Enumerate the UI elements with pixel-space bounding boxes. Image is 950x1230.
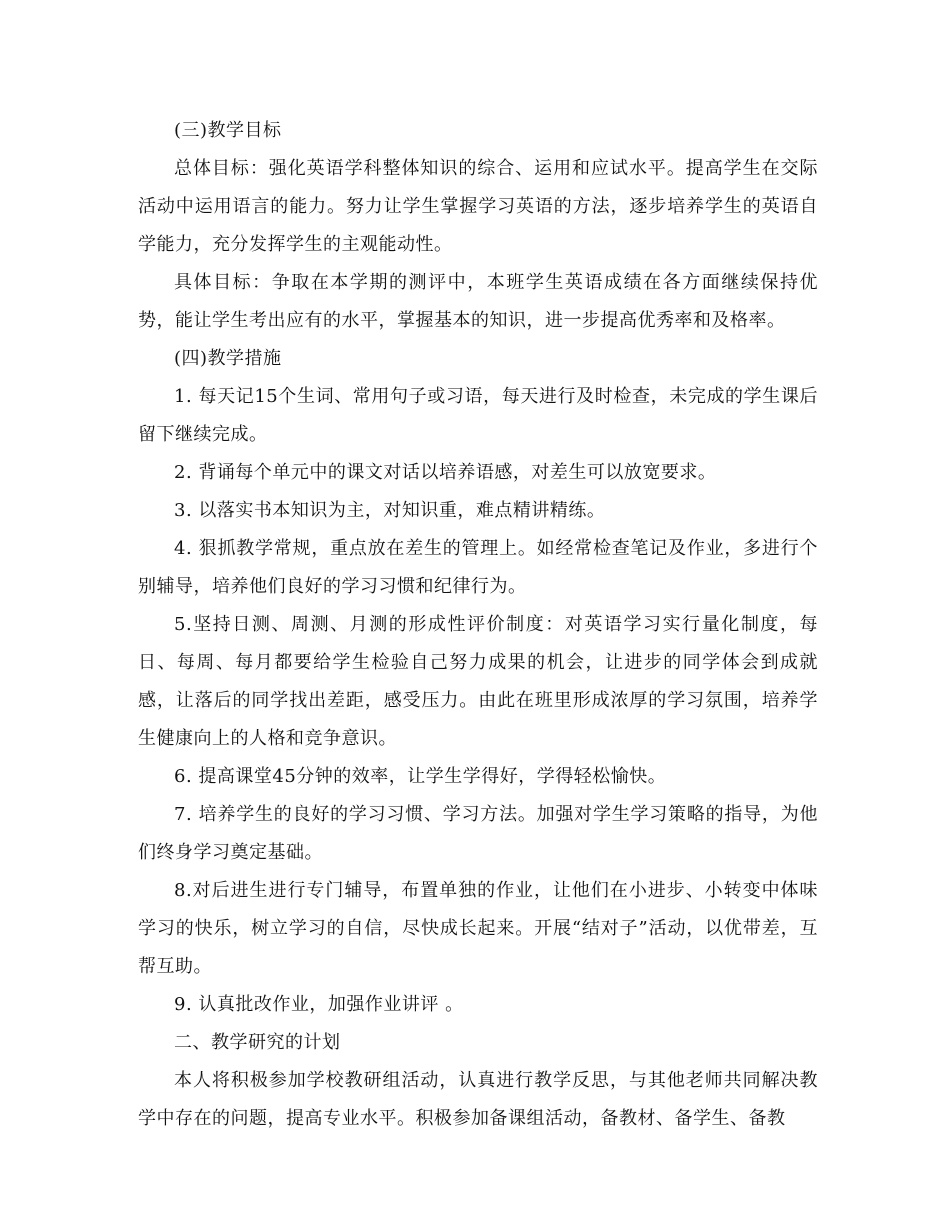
heading-teaching-goals: (三)教学目标: [174, 120, 282, 141]
measure-item-8: 8.对后进生进行专门辅导，布置单独的作业，让他们在小进步、小转变中体味学习的快乐，树立学习的自信，尽快成长起来。开展“结对子”活动，以优带差，互帮互助。: [138, 880, 818, 977]
measure-item-9: 9. 认真批改作业，加强作业讲评 。: [174, 994, 464, 1015]
measure-item-1: 1. 每天记15个生词、常用句子或习语，每天进行及时检查，未完成的学生课后留下继续完成。: [138, 386, 818, 445]
heading-research-plan: 二、教学研究的计划: [174, 1032, 341, 1053]
document-page: [138, 112, 818, 1138]
paragraph-specific-goal: 具体目标：争取在本学期的测评中，本班学生英语成绩在各方面继续保持优势，能让学生考出应有的水平，掌握基本的知识，进一步提高优秀率和及格率。: [138, 272, 818, 331]
measure-item-7: 7. 培养学生的良好的学习习惯、学习方法。加强对学生学习策略的指导，为他们终身学习奠定基础。: [138, 804, 818, 863]
measure-item-4: 4. 狠抓教学常规，重点放在差生的管理上。如经常检查笔记及作业，多进行个别辅导，培养他们良好的学习习惯和纪律行为。: [138, 538, 818, 597]
heading-teaching-measures: (四)教学措施: [174, 348, 282, 369]
measure-item-6: 6. 提高课堂45分钟的效率，让学生学得好，学得轻松愉快。: [174, 766, 667, 787]
measure-item-2: 2. 背诵每个单元中的课文对话以培养语感，对差生可以放宽要求。: [174, 462, 717, 483]
measure-item-3: 3. 以落实书本知识为主，对知识重，难点精讲精练。: [174, 500, 606, 521]
paragraph-overall-goal: 总体目标：强化英语学科整体知识的综合、运用和应试水平。提高学生在交际活动中运用语言的能力。努力让学生掌握学习英语的方法，逐步培养学生的英语自学能力，充分发挥学生的主观能动性。: [138, 158, 818, 255]
measure-item-5: 5.坚持日测、周测、月测的形成性评价制度：对英语学习实行量化制度，每日、每周、每月都要给学生检验自己努力成果的机会，让进步的同学体会到成就感，让落后的同学找出差距，感受压力。由此在班里形成浓厚的学习氛围，培养学生健康向上的人格和竞争意识。: [138, 614, 818, 749]
paragraph-research-plan: 本人将积极参加学校教研组活动，认真进行教学反思，与其他老师共同解决教学中存在的问题，提高专业水平。积极参加备课组活动，备教材、备学生、备教: [138, 1070, 818, 1129]
